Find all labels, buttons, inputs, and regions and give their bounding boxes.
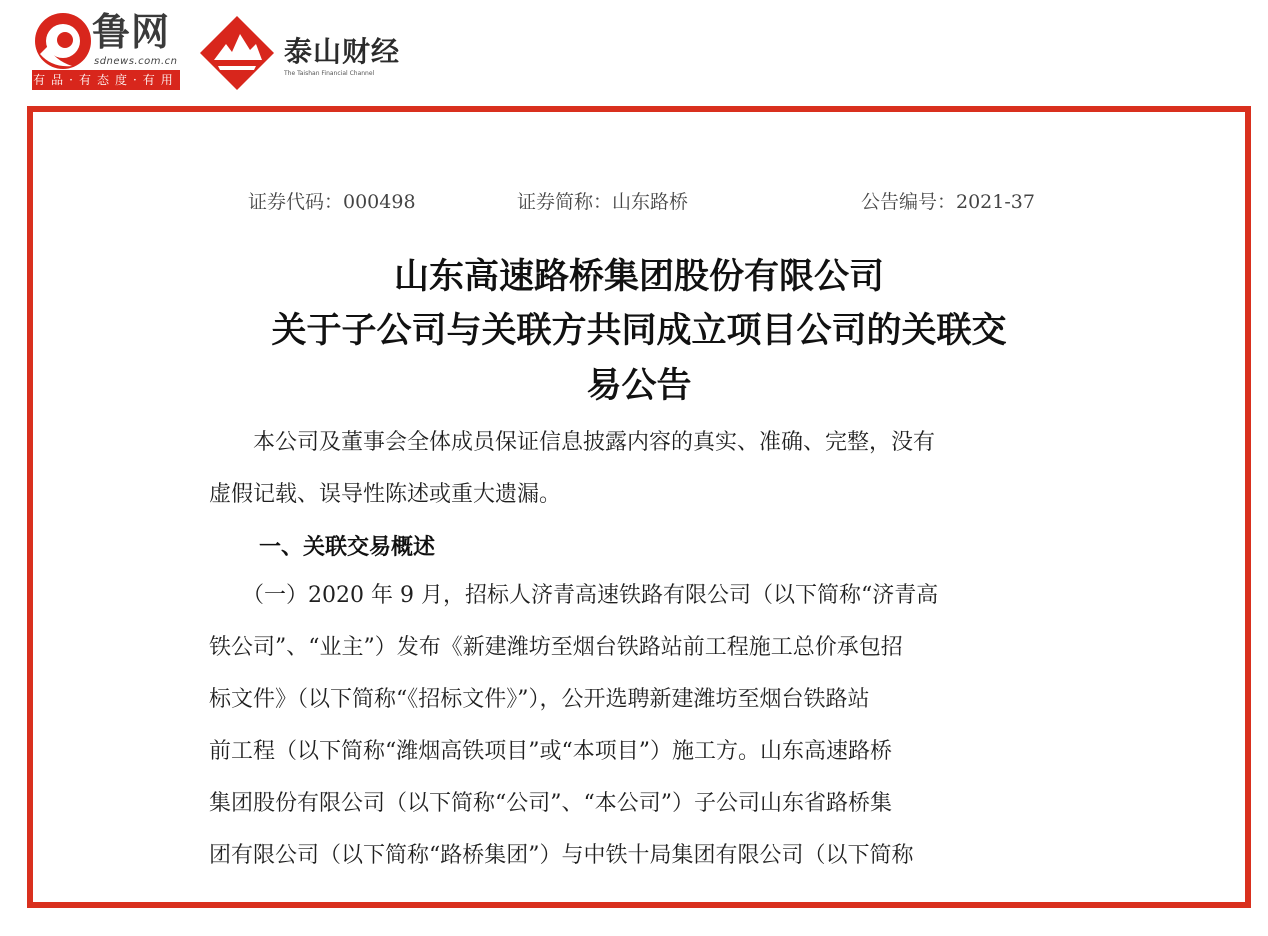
lu-logo-name: 鲁网 bbox=[92, 10, 171, 54]
body-line-3: 标文件》（以下简称“《招标文件》”），公开选聘新建潍坊至烟台铁路站 bbox=[209, 687, 870, 712]
document-title-line-2: 关于子公司与关联方共同成立项目公司的关联交 bbox=[271, 311, 1007, 351]
taishan-mountain-icon bbox=[198, 14, 276, 92]
ts-logo-subtitle: The Taishan Financial Channel bbox=[284, 70, 375, 77]
body-line-5: 集团股份有限公司（以下简称“公司”、“本公司”）子公司山东省路桥集 bbox=[209, 791, 892, 816]
lu-logo-slogan: 有品·有态度·有用 bbox=[32, 70, 180, 90]
stock-code: 证券代码：000498 bbox=[248, 191, 416, 213]
header-logos bbox=[0, 0, 1268, 100]
document-title-line-3: 易公告 bbox=[586, 366, 692, 406]
lu-logo-domain: sdnews.com.cn bbox=[94, 56, 178, 67]
announcement-document bbox=[33, 112, 1245, 902]
statement-line-1: 本公司及董事会全体成员保证信息披露内容的真实、准确、完整，没有 bbox=[209, 430, 936, 455]
statement-line-2: 虚假记载、误导性陈述或重大遗漏。 bbox=[209, 482, 562, 507]
lu-news-logo[interactable] bbox=[32, 8, 182, 92]
body-line-6: 团有限公司（以下简称“路桥集团”）与中铁十局集团有限公司（以下简称 bbox=[209, 843, 914, 868]
body-line-2: 铁公司”、“业主”）发布《新建潍坊至烟台铁路站前工程施工总价承包招 bbox=[209, 635, 903, 660]
document-meta-row bbox=[33, 187, 1245, 217]
ts-logo-name: 泰山财经 bbox=[284, 35, 401, 68]
section-heading: 一、关联交易概述 bbox=[259, 535, 436, 560]
taishan-finance-logo[interactable] bbox=[198, 12, 418, 92]
notice-number: 公告编号：2021-37 bbox=[861, 191, 1035, 213]
stock-short-name: 证券简称：山东路桥 bbox=[517, 191, 689, 213]
body-line-1: （一）2020 年 9 月，招标人济青高速铁路有限公司（以下简称“济青高 bbox=[209, 583, 939, 608]
document-title-line-1: 山东高速路桥集团股份有限公司 bbox=[393, 257, 884, 297]
body-line-4: 前工程（以下简称“潍烟高铁项目”或“本项目”）施工方。山东高速路桥 bbox=[209, 739, 892, 764]
document-frame bbox=[27, 106, 1251, 908]
lu-swirl-icon bbox=[32, 10, 94, 72]
